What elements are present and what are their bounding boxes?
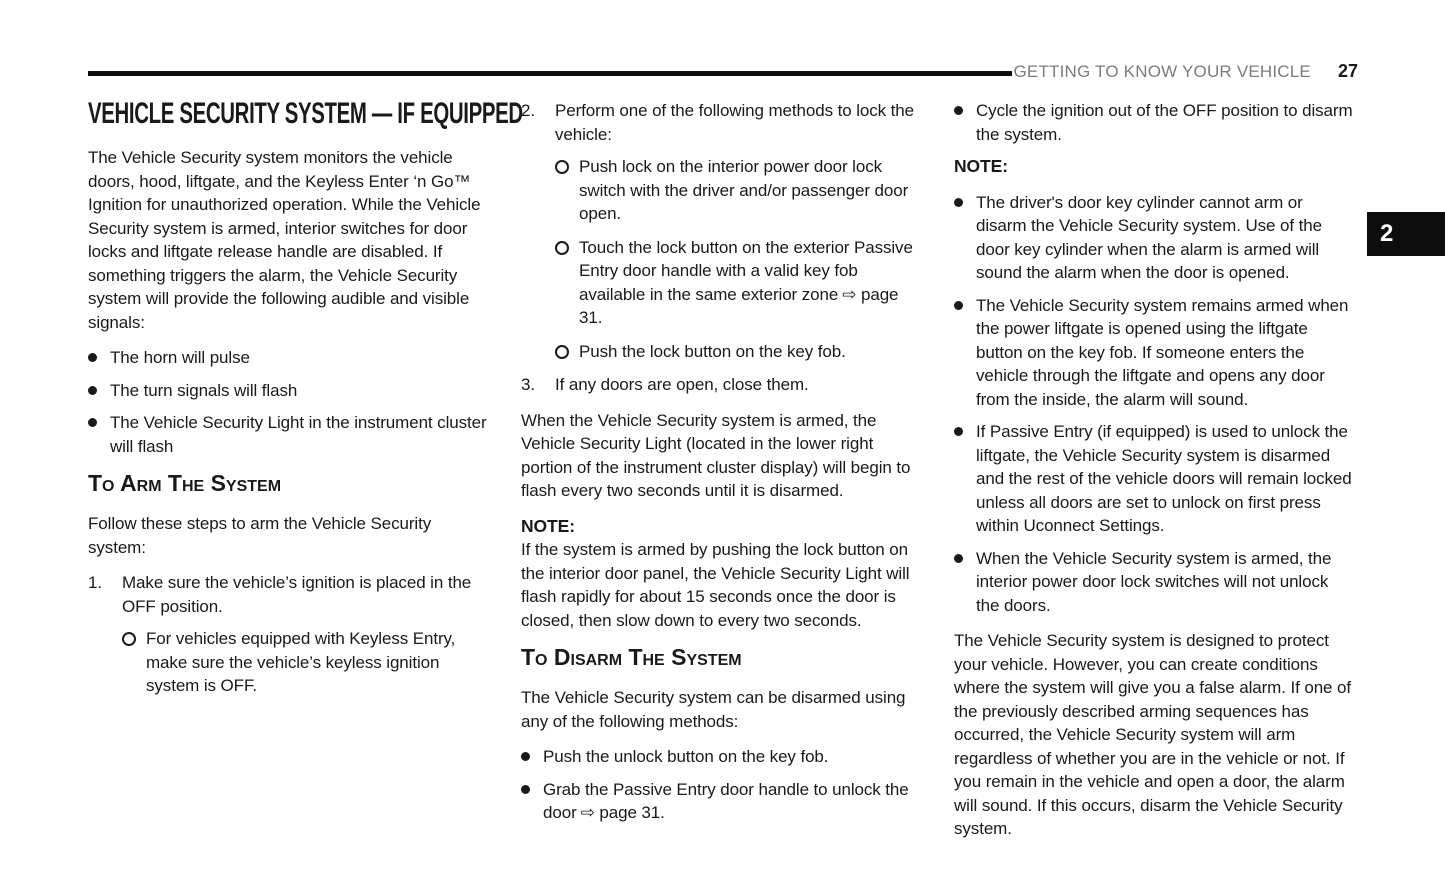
list-item: [88, 379, 488, 403]
list-item-text: [579, 236, 921, 330]
list-item: [954, 294, 1354, 412]
chapter-tab-number: 2: [1380, 220, 1394, 247]
chapter-tab[interactable]: [1367, 212, 1445, 256]
step-text: Make sure the vehicle’s ignition is placed in the OFF position.: [122, 573, 472, 616]
list-item-text: The driver's door key cylinder cannot arm or disarm the Vehicle Security system. Use of the door key cylinder when the alarm is armed will sound the alarm when the door is opened.: [976, 192, 1322, 282]
step-number: 1.: [88, 573, 102, 592]
page-crossreference-link[interactable]: ⇨ page 31.: [580, 803, 665, 822]
list-item: [954, 191, 1354, 285]
disarm-notes-list: [954, 191, 1354, 618]
circle-bullet-icon: [555, 345, 569, 359]
list-item: [954, 420, 1354, 538]
bullet-icon: [954, 106, 963, 115]
step-text: If any doors are open, close them.: [555, 375, 809, 394]
bullet-icon: [954, 554, 963, 563]
list-item: [521, 745, 921, 769]
circle-bullet-icon: [555, 241, 569, 255]
list-item-text: Push the lock button on the key fob.: [579, 341, 846, 361]
step-number: 2.: [521, 101, 535, 120]
bullet-icon: [88, 418, 97, 427]
numbered-step: [88, 571, 488, 618]
signals-list: [88, 346, 488, 458]
note-label: NOTE:: [521, 515, 575, 536]
list-item-text: Push lock on the interior power door lock switch with the driver and/or passenger door open.: [579, 157, 909, 223]
step-text: Perform one of the following methods to lock the vehicle:: [555, 101, 915, 144]
list-item: [555, 340, 921, 364]
list-item: [954, 547, 1354, 618]
note-paragraph: If the system is armed by pushing the lock button on the interior door panel, the Vehicle Security Light will flash rapidly for about 15 seconds once the door is closed, then slow down to every two seconds.: [521, 540, 910, 630]
circle-bullet-icon: [122, 632, 136, 646]
page-number: 27: [1337, 61, 1358, 81]
section-title: GETTING TO KNOW YOUR VEHICLE: [1013, 62, 1311, 81]
column-3: [954, 99, 1354, 853]
numbered-step: [521, 373, 921, 397]
list-item: [88, 411, 488, 458]
step-number: 3.: [521, 375, 535, 394]
list-item-text: [543, 778, 921, 825]
note-label: NOTE:: [954, 156, 1008, 176]
armed-status-paragraph: When the Vehicle Security system is armed, the Vehicle Security Light (located in the lower right portion of the instrument cluster display) will begin to flash every two seconds until it is disarmed.: [521, 410, 911, 500]
bullet-icon: [88, 386, 97, 395]
bullet-icon: [521, 752, 530, 761]
list-item-text: Grab the Passive Entry door handle to unlock the door: [543, 779, 909, 822]
column-2: [521, 99, 921, 853]
step2-sublist: [555, 155, 921, 363]
bullet-icon: [521, 785, 530, 794]
security-intro-paragraph: The Vehicle Security system monitors the vehicle doors, hood, liftgate, and the Keyless Enter ‘n Go™ Ignition for unauthorized operation. While the Vehicle Security system is armed, interior switches for door locks and liftgate release handle are disabled. If something triggers the alarm, the Vehicle Security system will provide the following audible and visible signals:: [88, 148, 481, 332]
arm-intro-paragraph: Follow these steps to arm the Vehicle Security system:: [88, 514, 432, 557]
list-item: [555, 155, 921, 226]
bullet-icon: [88, 353, 97, 362]
list-item: [954, 99, 1354, 146]
circle-bullet-icon: [555, 160, 569, 174]
list-item: [521, 778, 921, 825]
disarm-system-heading: To Disarm The System: [521, 644, 742, 670]
step1-sublist: [122, 627, 488, 698]
bullet-icon: [954, 301, 963, 310]
content-columns: [88, 99, 1355, 853]
disarm-methods-list: [521, 745, 921, 825]
header-rule: [88, 71, 1012, 76]
list-item-text: The turn signals will flash: [110, 380, 298, 400]
column-1: [88, 97, 523, 853]
disarm-methods-list-continued: [954, 99, 1354, 146]
numbered-step: [521, 99, 921, 146]
bullet-icon: [954, 198, 963, 207]
list-item-text: Touch the lock button on the exterior Passive Entry door handle with a valid key fob available in the same exterior zone: [579, 237, 913, 304]
list-item-text: If Passive Entry (if equipped) is used to unlock the liftgate, the Vehicle Security system is disarmed and the rest of the vehicle doors will remain locked unless all doors are set to unlock on first press within Uconnect Settings.: [976, 422, 1352, 535]
list-item: [122, 627, 488, 698]
list-item: [88, 346, 488, 370]
article-title: VEHICLE SECURITY SYSTEM — IF EQUIPPED: [88, 97, 523, 130]
list-item-text: Push the unlock button on the key fob.: [543, 747, 829, 766]
list-item-text: The horn will pulse: [110, 348, 250, 367]
list-item-text: The Vehicle Security Light in the instrument cluster will flash: [110, 413, 487, 456]
arm-system-heading: To Arm The System: [88, 470, 282, 496]
list-item-text: Cycle the ignition out of the OFF position to disarm the system.: [976, 101, 1353, 144]
disarm-intro-paragraph: The Vehicle Security system can be disarmed using any of the following methods:: [521, 688, 906, 731]
bullet-icon: [954, 427, 963, 436]
page-crossreference-link[interactable]: ⇨ page 31.: [579, 284, 899, 327]
list-item-text: The Vehicle Security system remains armed when the power liftgate is opened using the liftgate button on the key fob. If someone enters the vehicle through the liftgate and opens any door from the inside, the alarm will sound.: [976, 295, 1349, 409]
page-header: [1013, 61, 1358, 82]
list-item-text: For vehicles equipped with Keyless Entry, make sure the vehicle’s keyless ignition system is OFF.: [146, 629, 456, 695]
list-item-text: When the Vehicle Security system is armed, the interior power door lock switches will not unlock the doors.: [976, 548, 1332, 615]
closing-paragraph: The Vehicle Security system is designed to protect your vehicle. However, you can create conditions where the system will give you a false alarm. If one of the previously described arming sequences has occurred, the Vehicle Security system will arm regardless of whether you are in the vehicle or not. If you remain in the vehicle and open a door, the alarm will sound. If this occurs, disarm the Vehicle Security system.: [954, 631, 1352, 838]
list-item: [555, 236, 921, 330]
